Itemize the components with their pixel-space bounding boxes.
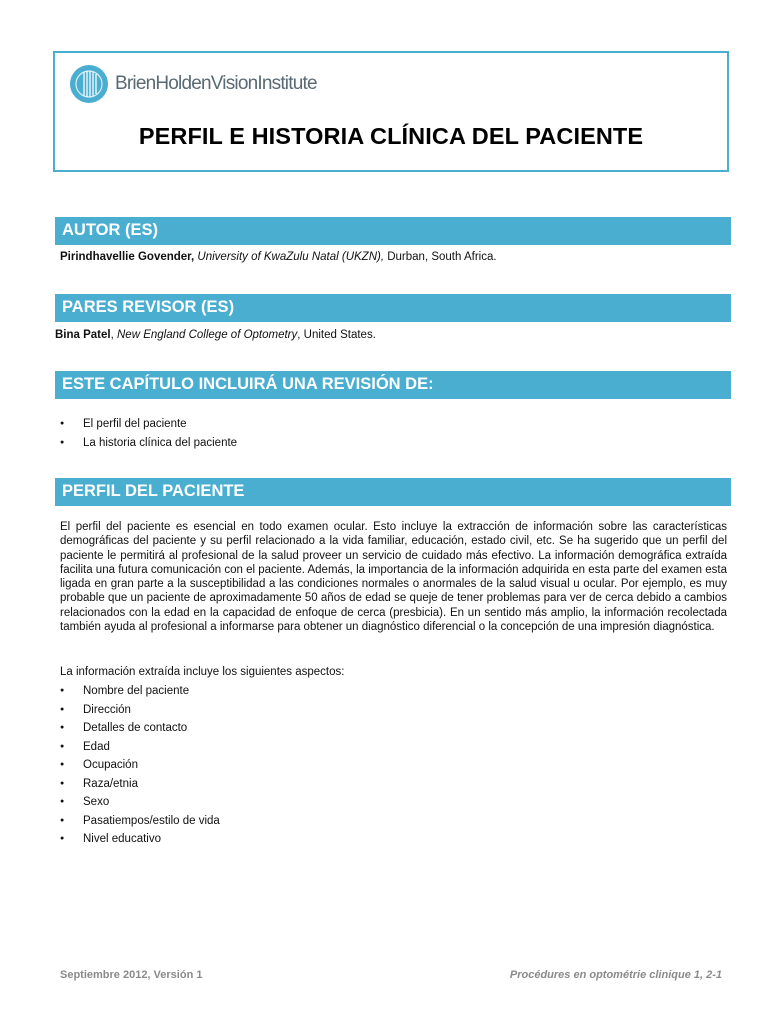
authors-line: Pirindhavellie Govender, University of KwaZulu Natal (UKZN), Durban, South Africa.	[60, 251, 497, 263]
footer-version: Septiembre 2012, Versión 1	[60, 969, 203, 981]
reviewers-heading: PARES REVISOR (ES)	[55, 294, 731, 321]
profile-heading: PERFIL DEL PACIENTE	[55, 478, 731, 505]
profile-list	[60, 682, 220, 849]
list-item: ● El perfil del paciente	[60, 415, 237, 434]
chapter-heading: ESTE CAPÍTULO INCLUIRÁ UNA REVISIÓN DE:	[55, 371, 731, 398]
list-item: ● Ocupación	[60, 756, 220, 775]
authors-rule	[55, 244, 731, 245]
profile-rule	[55, 505, 731, 506]
list-item: ● Detalles de contacto	[60, 719, 220, 738]
list-item: ● Nombre del paciente	[60, 682, 220, 701]
logo-text: BrienHoldenVisionInstitute	[115, 73, 317, 94]
list-item: ● Edad	[60, 738, 220, 757]
list-item: ● Nivel educativo	[60, 830, 220, 849]
profile-intro: La información extraída incluye los siguientes aspectos:	[60, 666, 345, 678]
eye-logo-icon	[69, 64, 109, 104]
chapter-list	[60, 415, 237, 452]
document-title: PERFIL E HISTORIA CLÍNICA DEL PACIENTE	[138, 123, 644, 149]
list-item: ● La historia clínica del paciente	[60, 434, 237, 453]
profile-paragraph: El perfil del paciente es esencial en todo examen ocular. Esto incluye la extracción de información sobre las características demográficas del paciente y su perfil relacionado a la vida familiar, educación, estado civil, etc. Se ha sugerido que un perfil del paciente le permitirá al profesional de la salud proveer un servicio de cuidado más efectivo. La información demográfica extraída facilita una futura comunicación con el paciente. Además, la importancia de la información adquirida en esta parte del examen esta ligada en gran parte a la susceptibilidad a las condiciones normales o anormales de la salud visual u ocular. Por ejemplo, es muy probable que un paciente de aproximadamente 50 años de edad se queje de tener problemas para ver de cerca debido a cambios relacionados con la edad en la capacidad de enfoque de cerca (presbicia). En un sentido más amplio, la información recolectada también ayuda al profesional a informarse para obtener un diagnóstico diferencial o la concepción de una impresión diagnóstica.	[60, 521, 727, 634]
title-box	[53, 51, 729, 172]
logo	[69, 63, 317, 105]
list-item: ● Raza/etnia	[60, 775, 220, 794]
list-item: ● Dirección	[60, 701, 220, 720]
reviewers-rule	[55, 321, 731, 322]
footer-page-ref: Procédures en optométrie clinique 1, 2-1	[509, 969, 722, 981]
chapter-rule	[55, 398, 731, 399]
list-item: ● Sexo	[60, 793, 220, 812]
authors-heading: AUTOR (ES)	[55, 217, 731, 244]
reviewers-line: Bina Patel, New England College of Optometry, United States.	[55, 329, 376, 341]
list-item: ● Pasatiempos/estilo de vida	[60, 812, 220, 831]
